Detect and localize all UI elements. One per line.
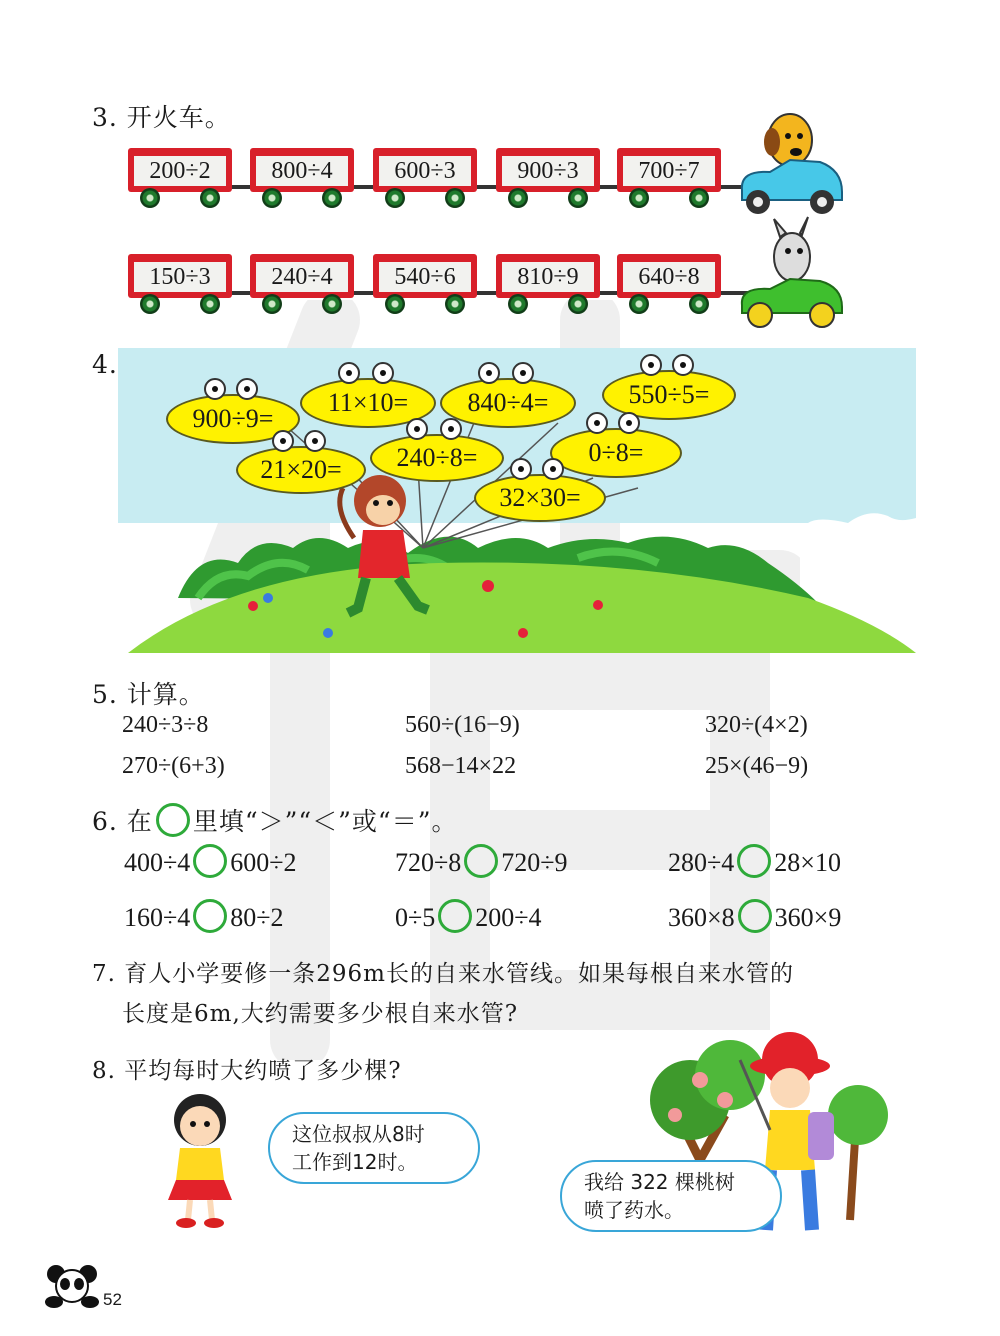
calc-item: 320÷(4×2)	[705, 712, 808, 738]
car-expression: 700÷7	[623, 156, 715, 186]
compare-item	[395, 844, 568, 878]
expression-balloon	[440, 378, 576, 428]
train-car	[128, 254, 232, 312]
train-car	[250, 148, 354, 206]
balloon-text: 32×30=	[499, 483, 581, 512]
expression-balloon	[474, 474, 606, 522]
compare-item	[668, 844, 841, 878]
balloon-text: 900÷9=	[192, 404, 274, 433]
q4-scene	[118, 348, 916, 654]
q6-heading-start: 6. 在	[92, 807, 153, 836]
expression-balloon	[550, 428, 682, 478]
q6-heading	[92, 802, 458, 838]
car-expression: 240÷4	[256, 262, 348, 292]
q3-heading: 3. 开火车。	[92, 103, 231, 132]
compare-right: 720÷9	[501, 848, 568, 877]
q7-line2: 长度是6m,大约需要多少根自来水管?	[122, 1001, 519, 1027]
train-car	[250, 254, 354, 312]
answer-circle[interactable]	[193, 844, 227, 878]
compare-right: 80÷2	[230, 903, 284, 932]
balloon-text: 21×20=	[260, 455, 342, 484]
speech-line: 工作到12时。	[292, 1150, 418, 1174]
compare-right: 200÷4	[475, 903, 542, 932]
compare-right: 600÷2	[230, 848, 297, 877]
car-expression: 200÷2	[134, 156, 226, 186]
donkey-driver-car-illustration	[730, 215, 850, 330]
q8-heading: 8. 平均每时大约喷了多少棵?	[92, 1058, 402, 1084]
answer-circle[interactable]	[438, 899, 472, 933]
compare-left: 400÷4	[124, 848, 191, 877]
train-car	[617, 148, 721, 206]
man-speech-bubble	[560, 1160, 782, 1232]
balloon-text: 550÷5=	[628, 380, 710, 409]
answer-circle-icon	[156, 803, 190, 837]
expression-balloon	[602, 370, 736, 420]
train-car	[128, 148, 232, 206]
answer-circle[interactable]	[737, 844, 771, 878]
answer-circle[interactable]	[738, 899, 772, 933]
balloon-text: 11×10=	[327, 388, 409, 417]
speech-line: 这位叔叔从8时	[292, 1122, 425, 1146]
calc-item: 25×(46−9)	[705, 753, 809, 779]
girl-speech-bubble	[268, 1112, 480, 1184]
speech-line: 我给 322 棵桃树	[584, 1170, 735, 1194]
dog-driver-car-illustration	[730, 100, 850, 220]
calc-item: 240÷3÷8	[122, 712, 209, 738]
panda-icon	[44, 1262, 100, 1312]
q5-heading: 5. 计算。	[92, 680, 205, 709]
car-expression: 900÷3	[502, 156, 594, 186]
girl-illustration	[150, 1090, 250, 1230]
compare-item	[124, 844, 297, 878]
compare-item	[395, 899, 542, 933]
compare-right: 360×9	[774, 903, 842, 932]
compare-item	[124, 899, 284, 933]
balloon-text: 240÷8=	[396, 443, 478, 472]
balloon-text: 840÷4=	[467, 388, 549, 417]
calc-item: 560÷(16−9)	[405, 712, 520, 738]
q6-heading-end: 里填“＞”“＜”或“＝”。	[192, 807, 458, 836]
expression-balloon	[370, 434, 504, 482]
calc-item: 270÷(6+3)	[122, 753, 225, 779]
compare-left: 160÷4	[124, 903, 191, 932]
train-car	[617, 254, 721, 312]
car-expression: 810÷9	[502, 262, 594, 292]
compare-left: 0÷5	[395, 903, 436, 932]
train-car	[496, 254, 600, 312]
calc-item: 568−14×22	[405, 753, 517, 779]
answer-circle[interactable]	[464, 844, 498, 878]
car-expression: 540÷6	[379, 262, 471, 292]
q7-line1: 7. 育人小学要修一条296m长的自来水管线。如果每根自来水管的	[92, 961, 794, 987]
train-car	[373, 254, 477, 312]
expression-balloon	[236, 446, 366, 494]
speech-line: 喷了药水。	[584, 1198, 684, 1222]
balloon-text: 0÷8=	[588, 438, 644, 467]
compare-item	[668, 899, 841, 933]
car-expression: 150÷3	[134, 262, 226, 292]
compare-right: 28×10	[774, 848, 841, 877]
car-expression: 600÷3	[379, 156, 471, 186]
compare-left: 280÷4	[668, 848, 735, 877]
car-expression: 640÷8	[623, 262, 715, 292]
car-expression: 800÷4	[256, 156, 348, 186]
compare-left: 360×8	[668, 903, 735, 932]
train-car	[373, 148, 477, 206]
answer-circle[interactable]	[193, 899, 227, 933]
q4-number: 4.	[92, 350, 118, 379]
compare-left: 720÷8	[395, 848, 462, 877]
page-number: 52	[103, 1290, 122, 1309]
train-car	[496, 148, 600, 206]
